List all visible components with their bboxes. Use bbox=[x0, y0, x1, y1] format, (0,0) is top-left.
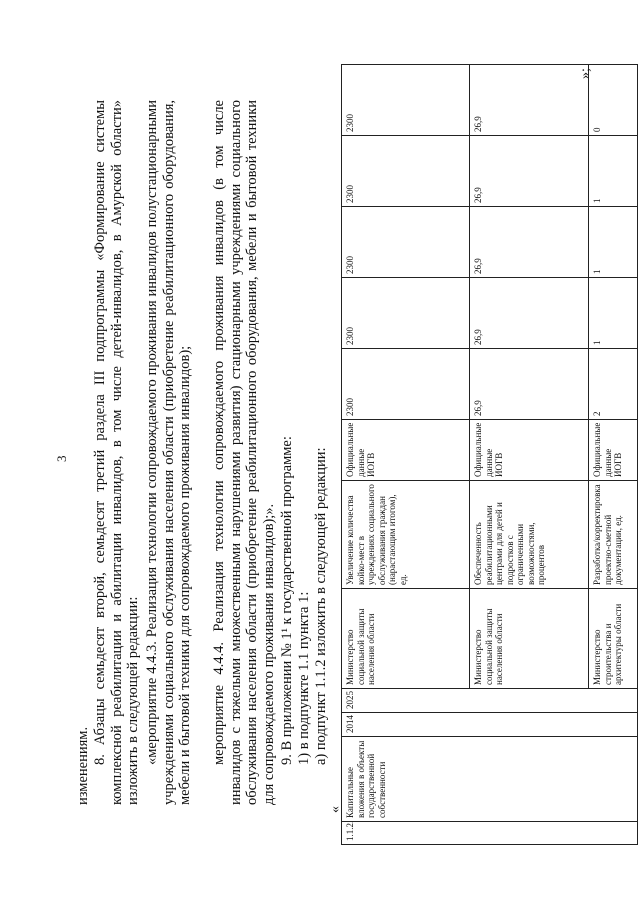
page-number: 3 bbox=[54, 455, 69, 462]
table-cell-year-start: 2014 bbox=[342, 713, 638, 737]
table-cell-value: 26,9 bbox=[470, 65, 589, 136]
table-cell-executor: Министерство строительства и архитектуры области bbox=[589, 589, 638, 689]
table-cell-executor: Министерство социальной защиты населения области bbox=[342, 589, 470, 689]
paragraph-measure-4-4-4: мероприятие 4.4.4. Реализация технологии сопровождаемого проживания инвалидов (в том числе инвалидов с тяжелыми множественными нарушениями развития) стационарными учреждениями социального обслуживания населения области (приобретение реабилитационного оборудования, мебели и бытовой техники для сопровождаемого проживания инвалидов);». bbox=[211, 100, 278, 805]
table-cell-source: Официальные данные ИОГВ bbox=[589, 420, 638, 481]
item-9-line: 9. В приложении № 1¹ к государственной программе: bbox=[279, 436, 295, 765]
table-cell-value: 2 bbox=[589, 349, 638, 420]
table-cell-value: 2300 bbox=[342, 65, 470, 136]
subitem-a-line: а) подпункт 1.1.2 изложить в следующей редакции: bbox=[313, 447, 329, 765]
table-cell-value: 26,9 bbox=[470, 136, 589, 207]
paragraph-item-8: 8. Абзацы семьдесят второй, семьдесят третий раздела III подпрограммы «Формирование системы комплексной реабилитации и абилитации инвалидов, в том числе детей-инвалидов, в Амурской области» изложить в следующей редакции: bbox=[92, 100, 142, 805]
table-cell-name: Капитальные вложения в объекты государственной собственности bbox=[342, 737, 638, 822]
measures-table bbox=[341, 64, 638, 845]
table-cell-value: 26,9 bbox=[470, 278, 589, 349]
table-cell-indicator: Увеличение количества койко-мест в учреждениях социального обслуживания граждан (нарастающим итогом), ед. bbox=[342, 481, 470, 589]
table-cell-value: 1 bbox=[589, 278, 638, 349]
table-cell-indicator: Разработка/корректировка проектно-сметной документации, ед. bbox=[589, 481, 638, 589]
table-cell-value: 1 bbox=[589, 136, 638, 207]
paragraph-measure-4-4-3: «мероприятие 4.4.3. Реализация технологии сопровождаемого проживания инвалидов полустационарными учреждениями социального обслуживания населения области (приобретение реабилитационного оборудования, мебели и бытовой техники для сопровождаемого проживания инвалидов); bbox=[144, 100, 194, 805]
table-cell-value: 1 bbox=[589, 207, 638, 278]
table-cell-value: 26,9 bbox=[470, 207, 589, 278]
table-cell-value: 2300 bbox=[342, 136, 470, 207]
table-cell-executor: Министерство социальной защиты населения области bbox=[470, 589, 589, 689]
table-cell-source: Официальные данные ИОГВ bbox=[342, 420, 470, 481]
table-cell-source: Официальные данные ИОГВ bbox=[470, 420, 589, 481]
table-cell-year-end: 2025 bbox=[342, 689, 638, 713]
table-cell-number: 1.1.2. bbox=[342, 822, 638, 845]
opening-quote: « bbox=[328, 806, 343, 813]
subitem-1-line: 1) в подпункте 1.1 пункта 1: bbox=[296, 591, 312, 765]
closing-quote: »; bbox=[578, 68, 593, 79]
paragraph-continuation: изменениям. bbox=[75, 726, 91, 805]
table-row bbox=[342, 65, 470, 845]
table-cell-value: 2300 bbox=[342, 349, 470, 420]
table-cell-value: 2300 bbox=[342, 207, 470, 278]
table-cell-indicator: Обеспеченность реабилитационными центрами для детей и подростков с ограниченными возможностями, процентов bbox=[470, 481, 589, 589]
table-cell-value: 26,9 bbox=[470, 349, 589, 420]
table-cell-value: 0 bbox=[589, 65, 638, 136]
table-cell-value: 2300 bbox=[342, 278, 470, 349]
